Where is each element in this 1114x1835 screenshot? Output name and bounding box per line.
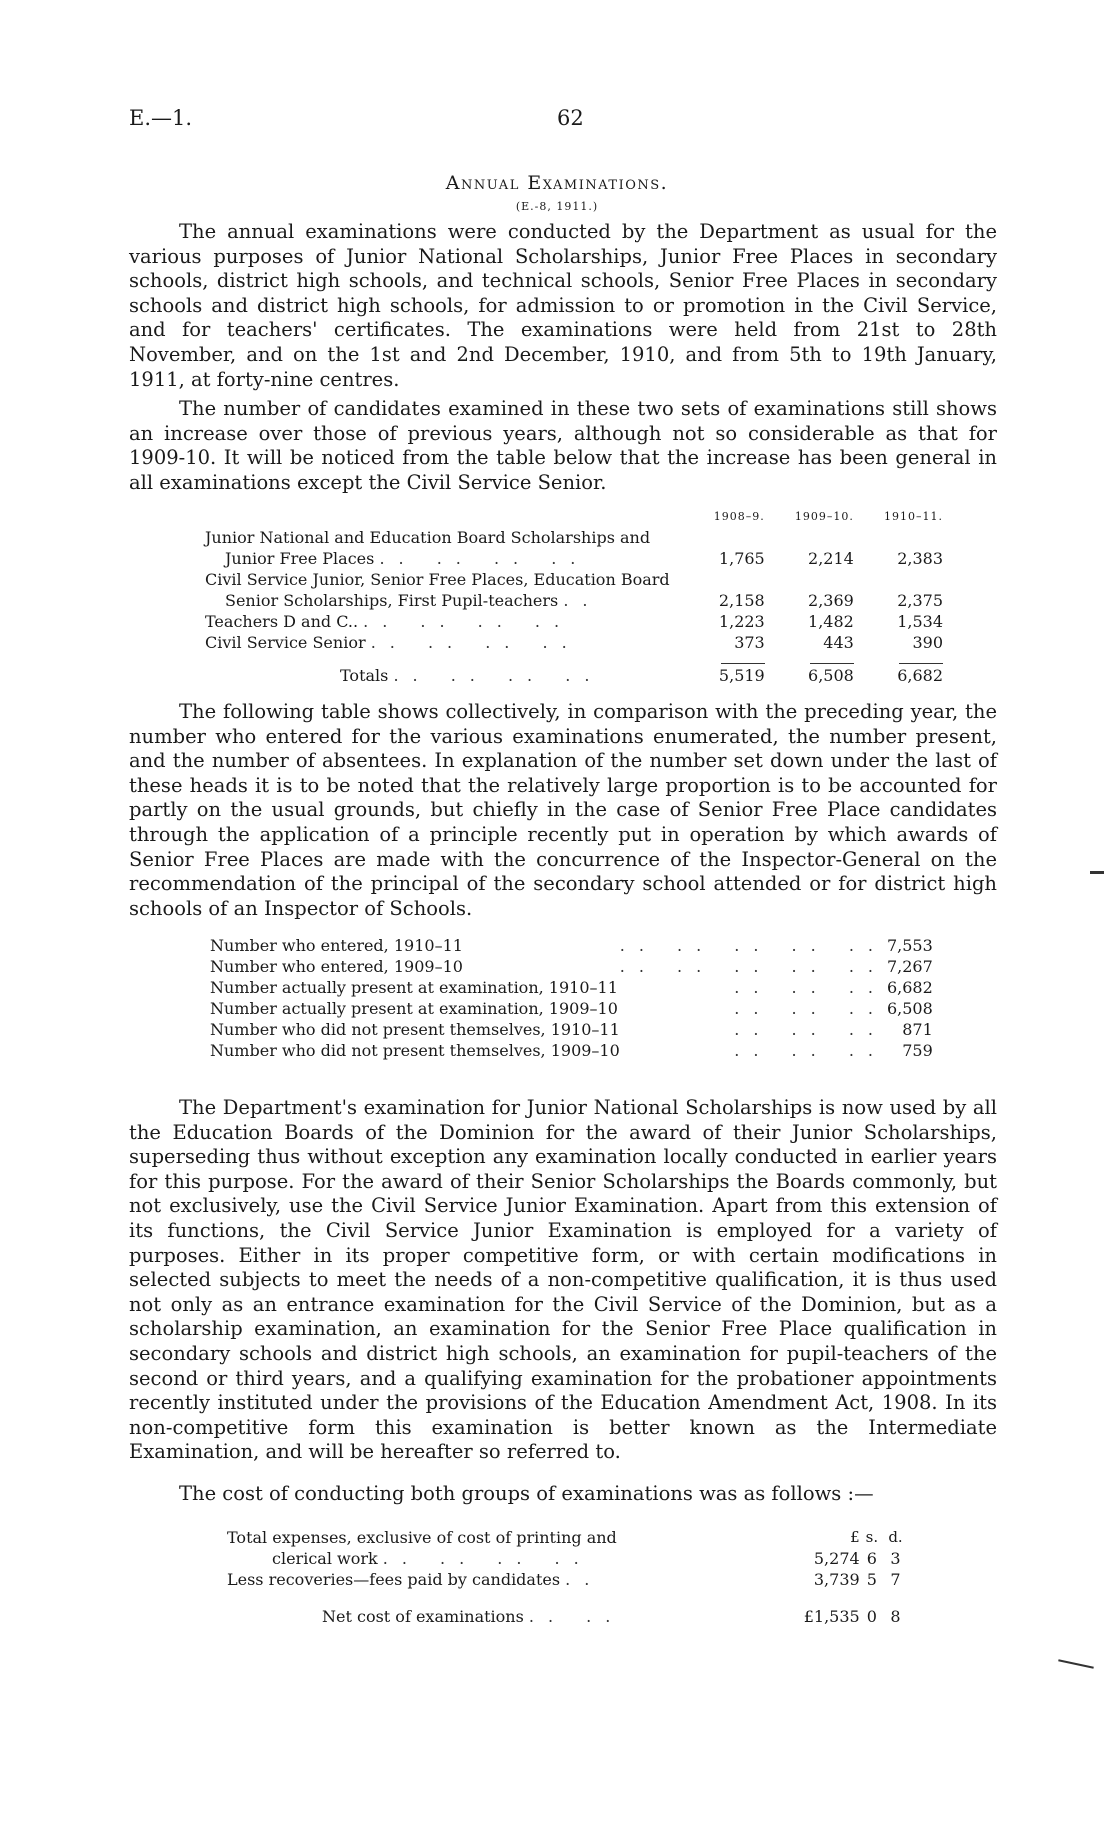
row-label: Junior National and Education Board Scholarships and: [205, 528, 651, 547]
table-cell: 443: [823, 633, 854, 652]
table-cell: 1,223: [718, 612, 765, 631]
report-reference: E.—1.: [129, 106, 193, 130]
paragraph-5: The cost of conducting both groups of examinations was as follows :—: [179, 1482, 874, 1505]
table-row: [205, 527, 943, 548]
table-row: [227, 1527, 907, 1548]
table-cell: 390: [912, 633, 943, 652]
paragraph-3: The following table shows collectively, in comparison with the preceding year, the number who entered for the various examinations enumerated, the number present, and the number of absentees. In explanation of the number set down under the last of these heads it is to be noted that the relatively large proportion is to be accounted for partly on the usual grounds, but chiefly in the case of Senior Free Place candidates through the application of a principle recently put in operation by which awards of Senior Free Places are made with the concurrence of the Inspector-General on the recommendation of the principal of the secondary school attended or for district high schools of an Inspector of Schools.: [129, 700, 997, 920]
table-cell: 7,267: [886, 957, 933, 976]
candidates-table-header: [205, 506, 943, 527]
net-cost-row: [227, 1606, 907, 1627]
column-header: 1910–11.: [884, 510, 943, 523]
table-cell: 2,375: [897, 591, 943, 610]
row-label: Number actually present at examination, 1910–11: [210, 978, 618, 997]
table-cell: £1,535: [803, 1607, 860, 1626]
table-row: Number who entered, 1910–11 .. .. .. .. .. 7,553: [210, 936, 933, 955]
totals-row: [205, 665, 943, 686]
table-row: Number actually present at examination, 1910–11 .. .. .. 6,682: [210, 978, 933, 997]
table-row: [227, 1548, 907, 1569]
column-header: s.: [865, 1528, 879, 1546]
sum-rule: [721, 663, 765, 664]
margin-mark: [1058, 1659, 1094, 1668]
table-row: [205, 569, 943, 590]
row-label: Senior Scholarships, First Pupil-teachers ..: [225, 591, 602, 610]
row-label: Junior Free Places .. .. .. ..: [225, 549, 590, 568]
table-cell: 2,369: [808, 591, 854, 610]
paragraph-1: The annual examinations were conducted by the Department as usual for the various purposes of Junior National Scholarships, Junior Free Places in secondary schools, district high schools, and technical schools, Senior Free Places in secondary schools and district high schools, for admission to or promotion in the Civil Service, and for teachers' certificates. The examinations were held from 21st to 28th November, and on the 1st and 2nd December, 1910, and from 5th to 19th January, 1911, at forty-nine centres.: [129, 220, 997, 391]
row-label: Total expenses, exclusive of cost of printing and: [227, 1528, 617, 1547]
column-header: 1909–10.: [794, 510, 854, 523]
table-cell: 2,383: [897, 549, 943, 568]
section-subtitle: (E.-8, 1911.): [515, 200, 599, 213]
table-cell: 6,508: [886, 999, 933, 1018]
totals-label: Totals .. .. .. ..: [340, 666, 604, 685]
row-label: Teachers D and C.. .. .. .. ..: [205, 612, 574, 631]
total-cell: 6,682: [897, 666, 943, 685]
row-label: clerical work .. .. .. ..: [272, 1549, 593, 1568]
margin-mark: [1090, 871, 1104, 874]
table-row: Number actually present at examination, 1909–10 .. .. .. 6,508: [210, 999, 933, 1018]
table-cell: 1,534: [897, 612, 943, 631]
table-cell: 3: [890, 1549, 901, 1568]
table-cell: 7,553: [886, 936, 933, 955]
table-cell: 5,274: [813, 1549, 860, 1568]
table-cell: 3,739: [813, 1570, 860, 1589]
table-row: Number who did not present themselves, 1909–10 .. .. .. 759: [210, 1041, 933, 1060]
table-cell: 1,482: [808, 612, 854, 631]
table-cell: 373: [734, 633, 765, 652]
row-label: Number actually present at examination, 1909–10: [210, 999, 618, 1018]
table-cell: 2,214: [808, 549, 854, 568]
table-cell: 5: [866, 1570, 877, 1589]
table-row: [227, 1569, 907, 1590]
total-cell: 5,519: [718, 666, 765, 685]
table-cell: 0: [866, 1607, 877, 1626]
candidates-table: [205, 506, 943, 686]
section-title: Annual Examinations.: [445, 172, 669, 194]
table-row: [205, 611, 943, 632]
row-label: Net cost of examinations .. ..: [322, 1607, 625, 1626]
table-row: Number who entered, 1909–10 .. .. .. .. .. 7,267: [210, 957, 933, 976]
row-label: Less recoveries—fees paid by candidates ..: [227, 1570, 604, 1589]
table-cell: 759: [902, 1041, 933, 1060]
row-label: Number who did not present themselves, 1909–10: [210, 1041, 620, 1060]
row-label: Number who did not present themselves, 1910–11: [210, 1020, 620, 1039]
row-label: Civil Service Senior .. .. .. ..: [205, 633, 581, 652]
table-cell: 2,158: [718, 591, 765, 610]
cost-table: [227, 1527, 907, 1627]
table-row: Number who did not present themselves, 1910–11 .. .. .. 871: [210, 1020, 933, 1039]
paragraph-4: The Department's examination for Junior National Scholarships is now used by all the Education Boards of the Dominion for the award of their Junior Scholarships, superseding thus without exception any examination locally conducted in earlier years for this purpose. For the award of their Senior Scholarships the Boards commonly, but not exclusively, use the Civil Service Junior Examination. Apart from this extension of its functions, the Civil Service Junior Examination is employed for a variety of purposes. Either in its proper competitive form, or with certain modifications in selected subjects to meet the needs of a non-competitive qualification, it is thus used not only as an entrance examination for the Civil Service of the Dominion, but as a scholarship examination, an examination for the Senior Free Place qualification in secondary schools and district high schools, an examination for pupil-teachers of the second or third years, and a qualifying examination for the probationer appointments recently instituted under the provisions of the Education Amendment Act, 1908. In its non-competitive form this examination is better known as the Intermediate Examination, and will be hereafter so referred to.: [129, 1096, 997, 1464]
column-header: d.: [888, 1528, 903, 1546]
paragraph-2: The number of candidates examined in these two sets of examinations still shows an increase over those of previous years, although not so considerable as that for 1909-10. It will be noticed from the table below that the increase has been general in all examinations except the Civil Service Senior.: [129, 397, 997, 494]
sum-rule: [899, 663, 943, 664]
row-label: Number who entered, 1910–11: [210, 936, 463, 955]
table-cell: 871: [902, 1020, 933, 1039]
table-cell: 8: [890, 1607, 901, 1626]
table-row: [205, 548, 943, 569]
row-label: Civil Service Junior, Senior Free Places, Education Board: [205, 570, 670, 589]
rule-row: [205, 653, 943, 665]
row-label: Number who entered, 1909–10: [210, 957, 463, 976]
table-row: [205, 590, 943, 611]
table-cell: 1,765: [718, 549, 765, 568]
sum-rule: [810, 663, 854, 664]
table-cell: 6,682: [886, 978, 933, 997]
column-header: £: [850, 1528, 860, 1546]
entries-table: [210, 935, 933, 1061]
table-row: [205, 632, 943, 653]
table-cell: 6: [866, 1549, 877, 1568]
total-cell: 6,508: [808, 666, 854, 685]
table-cell: 7: [890, 1570, 901, 1589]
page-number: 62: [557, 106, 584, 130]
column-header: 1908–9.: [713, 510, 765, 523]
